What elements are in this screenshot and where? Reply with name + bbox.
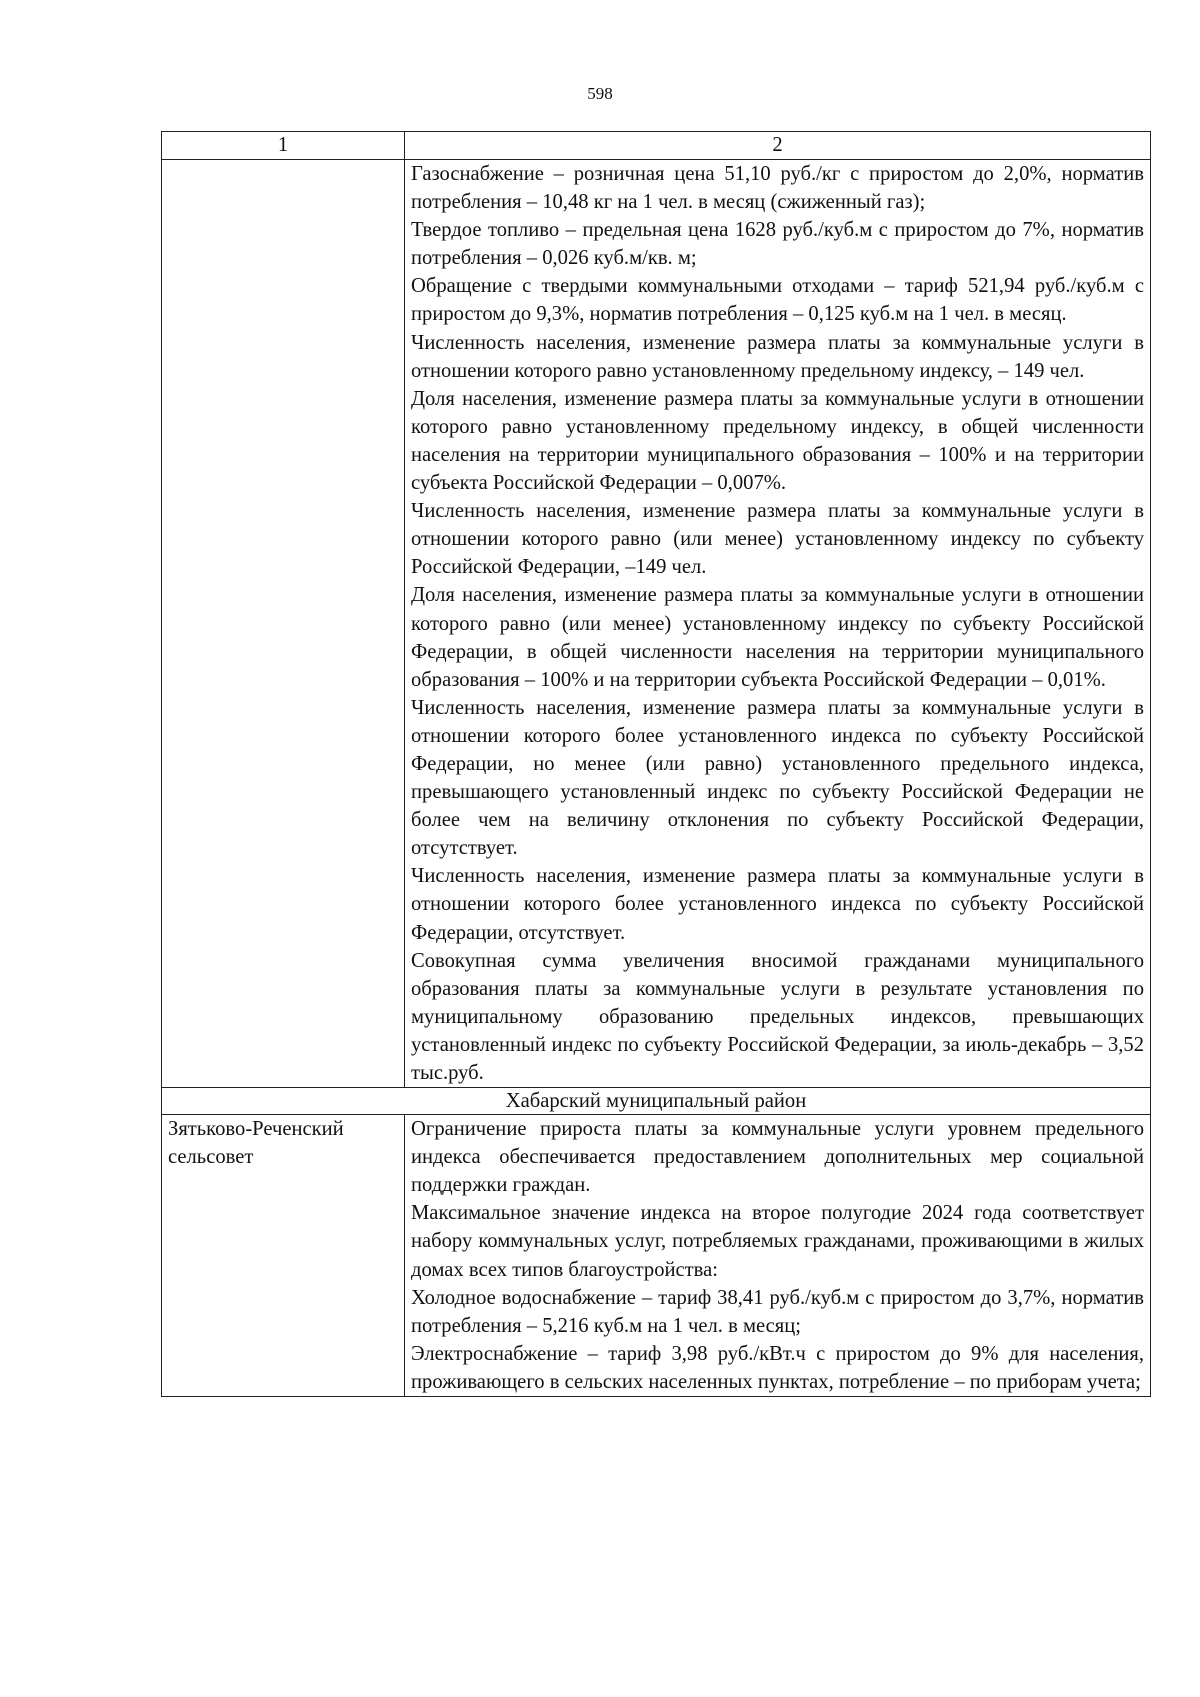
table-row [162, 160, 1151, 1088]
document-table [161, 131, 1151, 1397]
paragraph-population-equal-or-less: Численность населения, изменение размера платы за коммунальные услуги в отношении которого равно (или менее) установленному индексу по субъекту Российской Федерации, –149 чел. [411, 500, 1144, 579]
paragraph-growth-limit: Ограничение прироста платы за коммунальные услуги уровнем предельного индекса обеспечивается предоставлением дополнительных мер социальной поддержки граждан. [411, 1118, 1144, 1197]
paragraph-waste-handling: Обращение с твердыми коммунальными отходами – тариф 521,94 руб./куб.м с приростом до 9,3%, норматив потребления – 0,125 куб.м на 1 чел. в месяц. [411, 275, 1144, 326]
table-row [162, 1115, 1151, 1397]
row2-col2-cell [405, 1115, 1151, 1397]
paragraph-max-index: Максимальное значение индекса на второе полугодие 2024 года соответствует набору коммунальных услуг, потребляемых гражданами, проживающими в жилых домах всех типов благоустройства: [411, 1202, 1144, 1281]
section-title: Хабарский муниципальный район [162, 1088, 1151, 1115]
table-header-row [162, 132, 1151, 160]
municipality-name: Зятьково-Реченский сельсовет [162, 1115, 405, 1397]
paragraph-population-above-index: Численность населения, изменение размера платы за коммунальные услуги в отношении которого более установленного индекса по субъекту Российской Федерации, но менее (или равно) установленного предельного индекса, превышающего установленный индекс по субъекту Российской Федерации не более чем на величину отклонения по субъекту Российской Федерации, отсутствует. [411, 696, 1144, 860]
paragraph-electricity: Электроснабжение – тариф 3,98 руб./кВт.ч с приростом до 9% для населения, проживающего в сельских населенных пунктах, потребление – по приборам учета; [411, 1342, 1144, 1393]
paragraph-share-equal-or-less: Доля населения, изменение размера платы за коммунальные услуги в отношении которого равно (или менее) установленному индексу по субъекту Российской Федерации, в общей численности населения на территории муниципального образования – 100% и на территории субъекта Российской Федерации – 0,01%. [411, 584, 1144, 691]
paragraph-total-increase-sum: Совокупная сумма увеличения вносимой гражданами муниципального образования платы за коммунальные услуги в результате установления по муниципальному образованию предельных индексов, превышающих установленный индекс по субъекту Российской Федерации, за июль-декабрь – 3,52 тыс.руб. [411, 949, 1144, 1084]
paragraph-share-equal-limit: Доля населения, изменение размера платы за коммунальные услуги в отношении которого равно установленному предельному индексу, в общей численности населения на территории муниципального образования – 100% и на территории субъекта Российской Федерации – 0,007%. [411, 387, 1144, 495]
page-number: 598 [587, 84, 613, 103]
paragraph-population-equal-limit: Численность населения, изменение размера платы за коммунальные услуги в отношении которого равно установленному предельному индексу, – 149 чел. [411, 331, 1144, 382]
section-row [162, 1088, 1151, 1115]
paragraph-solid-fuel: Твердое топливо – предельная цена 1628 руб./куб.м с приростом до 7%, норматив потребления – 0,026 куб.м/кв. м; [411, 219, 1144, 270]
column-header-1: 1 [162, 132, 405, 160]
paragraph-cold-water: Холодное водоснабжение – тариф 38,41 руб./куб.м с приростом до 3,7%, норматив потребления – 5,216 куб.м на 1 чел. в месяц; [411, 1286, 1144, 1337]
column-header-2: 2 [405, 132, 1151, 160]
row1-col2-cell [405, 160, 1151, 1088]
paragraph-population-above-index-absent: Численность населения, изменение размера платы за коммунальные услуги в отношении которого более установленного индекса по субъекту Российской Федерации, отсутствует. [411, 865, 1144, 944]
row1-col1-cell [162, 160, 405, 1088]
paragraph-gas-supply: Газоснабжение – розничная цена 51,10 руб./кг с приростом до 2,0%, норматив потребления – 10,48 кг на 1 чел. в месяц (сжиженный газ); [411, 163, 1144, 214]
